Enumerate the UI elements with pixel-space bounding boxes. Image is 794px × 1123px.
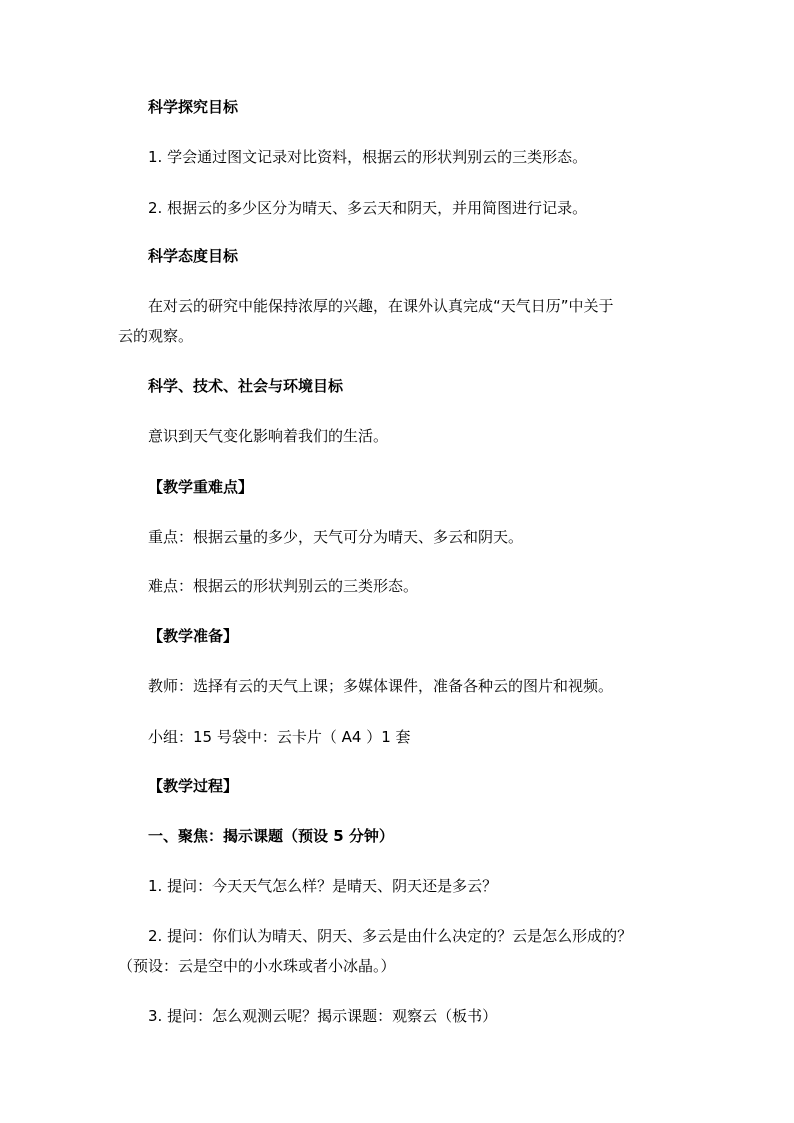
heading-science-attitude-goals: 科学态度目标	[148, 247, 239, 265]
heading-stse-goals: 科学、技术、社会与环境目标	[148, 377, 344, 395]
prep-teacher: 教师：选择有云的天气上课；多媒体课件，准备各种云的图片和视频。	[148, 677, 614, 695]
prep-group: 小组：15 号袋中：云卡片（ A4 ）1 套	[148, 728, 411, 746]
heading-science-inquiry-goals: 科学探究目标	[148, 98, 239, 116]
focus-question-1: 1. 提问：今天天气怎么样？是晴天、阴天还是多云？	[148, 877, 498, 895]
stse-goal-1: 意识到天气变化影响着我们的生活。	[148, 427, 389, 445]
heading-focus-section: 一、聚焦：揭示课题（预设 5 分钟）	[148, 827, 394, 845]
key-point: 重点：根据云量的多少，天气可分为晴天、多云和阴天。	[148, 528, 524, 546]
focus-question-3: 3. 提问：怎么观测云呢？揭示课题：观察云（板书）	[148, 1007, 498, 1025]
heading-key-difficult-points: 【教学重难点】	[148, 478, 254, 496]
inquiry-goal-1: 1. 学会通过图文记录对比资料，根据云的形状判别云的三类形态。	[148, 148, 588, 166]
heading-teaching-process: 【教学过程】	[148, 777, 239, 795]
difficult-point: 难点：根据云的形状判别云的三类形态。	[148, 577, 419, 595]
focus-question-2-preset: （预设：云是空中的小水珠或者小冰晶。）	[118, 957, 396, 975]
attitude-goal-line-1: 在对云的研究中能保持浓厚的兴趣，在课外认真完成“天气日历”中关于	[148, 297, 614, 315]
inquiry-goal-2: 2. 根据云的多少区分为晴天、多云天和阴天，并用简图进行记录。	[148, 199, 588, 217]
attitude-goal-line-2: 云的观察。	[118, 327, 194, 345]
focus-question-2: 2. 提问：你们认为晴天、阴天、多云是由什么决定的？云是怎么形成的？	[148, 927, 633, 945]
heading-teaching-preparation: 【教学准备】	[148, 627, 239, 645]
